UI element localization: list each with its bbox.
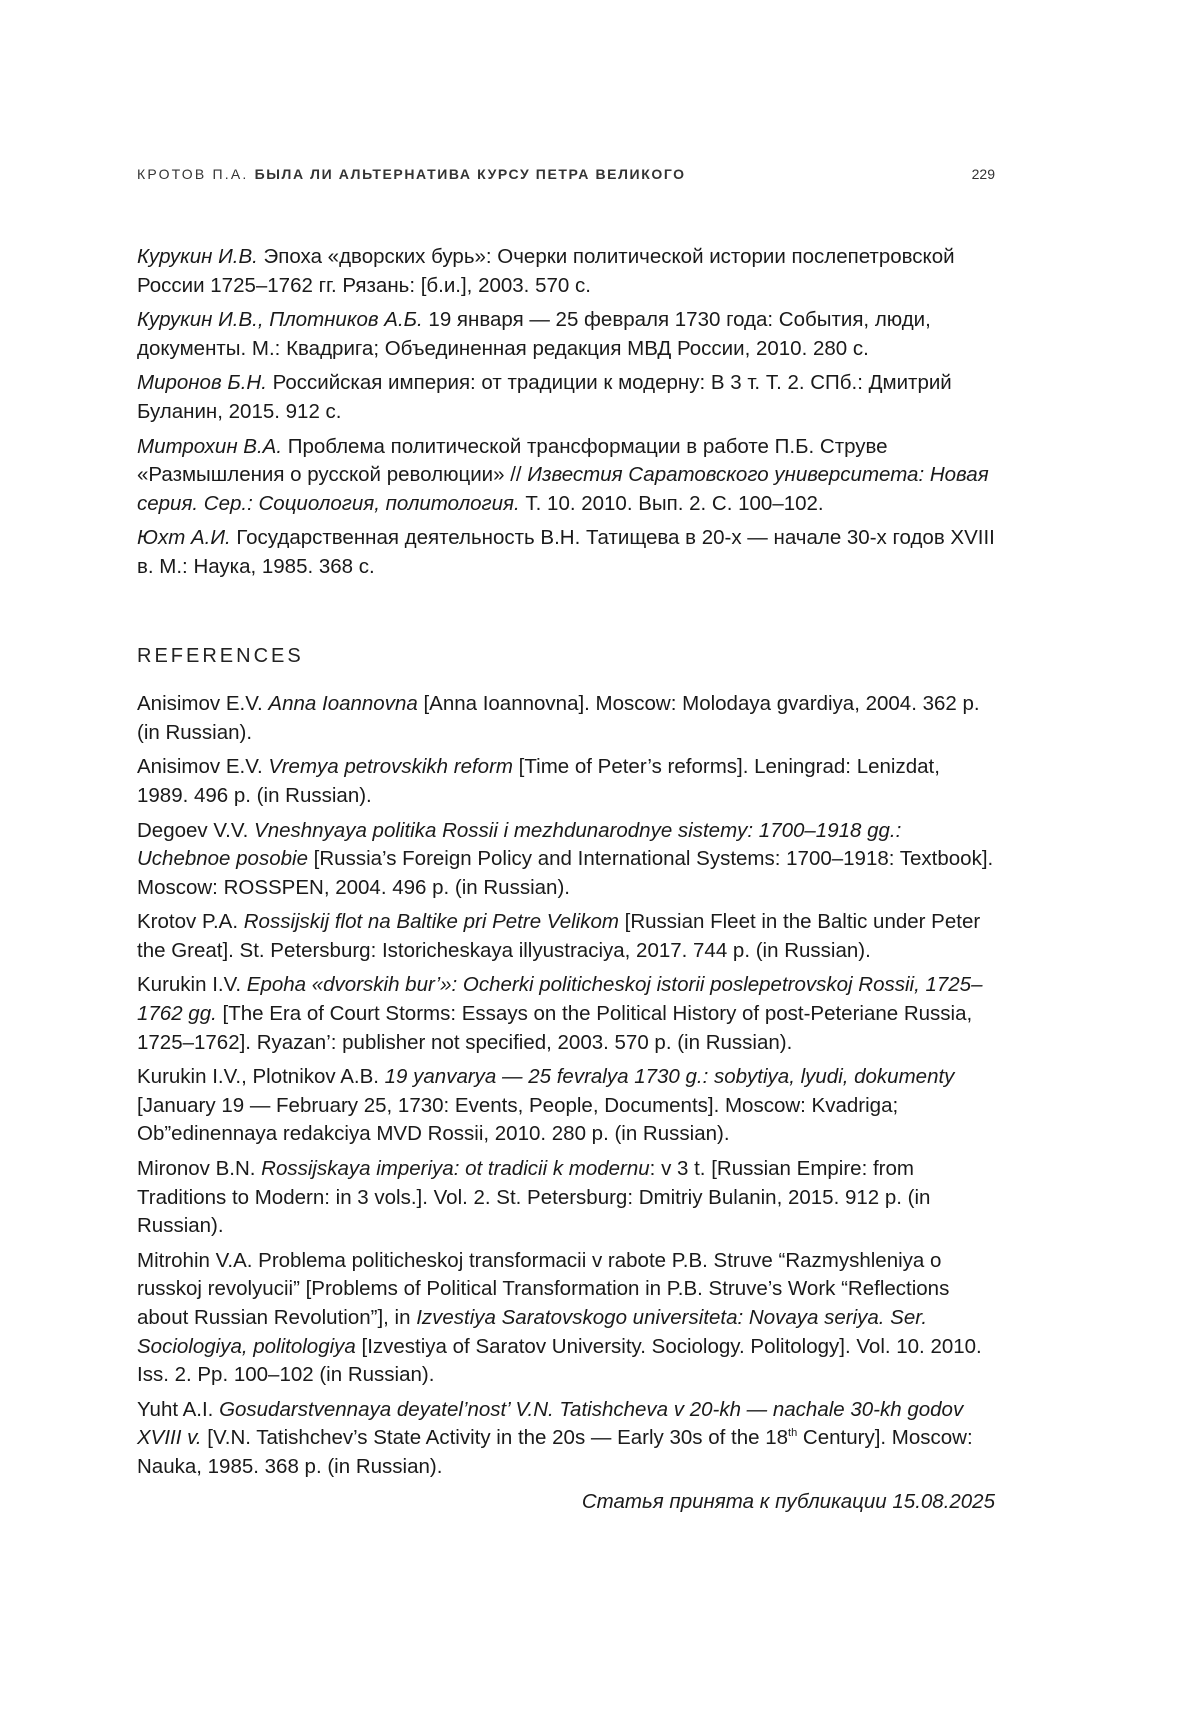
header-author-title [137, 166, 686, 182]
reference-entry [137, 1396, 995, 1482]
ref-superscript: th [788, 1428, 797, 1440]
header-title: БЫЛА ЛИ АЛЬТЕРНАТИВА КУРСУ ПЕТРА ВЕЛИКОГО [255, 166, 686, 182]
ref-title: Rossijskij flot na Baltike pri Petre Velikom [244, 910, 619, 933]
ref-pre: Kurukin I.V. [137, 973, 247, 996]
ref-title: Vremya petrovskikh reform [268, 755, 513, 778]
reference-entry [137, 1247, 995, 1390]
reference-entry [137, 971, 995, 1057]
ref-pre: Mironov B.N. [137, 1157, 261, 1180]
entry-author: Миронов Б.Н. [137, 371, 267, 394]
page-number: 229 [972, 166, 995, 182]
entry-author: Курукин И.В. [137, 245, 258, 268]
bibliography-content [137, 243, 995, 1522]
ref-post: [Time of Peter’s reforms]. Leningrad: Lenizdat, 1989. 496 p. (in Russian). [137, 755, 940, 807]
references-heading: REFERENCES [137, 642, 995, 671]
reference-entry [137, 817, 995, 903]
ref-post: [Russia’s Foreign Policy and International Systems: 1700–1918: Textbook]. Moscow: ROSSPEN, 2004. 496 p. (in Russian). [137, 847, 993, 899]
entry-text: Эпоха «дворских бурь»: Очерки политической истории послепетровской России 1725–1762 гг. Рязань: [б.и.], 2003. 570 с. [137, 245, 955, 297]
ref-title: 19 yanvarya — 25 fevralya 1730 g.: sobytiya, lyudi, dokumenty [385, 1065, 955, 1088]
ref-title: Rossijskaya imperiya: ot tradicii k modernu [261, 1157, 650, 1180]
ref-pre: Mitrohin V.A. Problema politicheskoj transformacii v rabote P.B. Struve “Razmyshleniya o russkoj revolyucii” [Problems of Political Transformation in P.B. Struve’s Work “Reflections about Russian Revolution”], in [137, 1249, 949, 1329]
entry-text: Российская империя: от традиции к модерну: В 3 т. Т. 2. СПб.: Дмитрий Буланин, 2015. 912 с. [137, 371, 952, 423]
entry-author: Митрохин В.А. [137, 435, 282, 458]
bibliography-entry [137, 524, 995, 581]
reference-entry [137, 1063, 995, 1149]
ref-pre: Krotov P.A. [137, 910, 244, 933]
ref-post: [Russian Fleet in the Baltic under Peter the Great]. St. Petersburg: Istoricheskaya illyustraciya, 2017. 744 p. (in Russian). [137, 910, 980, 962]
ref-post: [January 19 — February 25, 1730: Events, People, Documents]. Moscow: Kvadriga; Ob”edinennaya redakciya MVD Rossii, 2010. 280 p. (in Russian). [137, 1094, 898, 1146]
reference-entry [137, 908, 995, 965]
entry-text: Проблема политической трансформации в работе П.Б. Струве «Размышления о русской революции» // [137, 435, 888, 487]
ref-pre: Anisimov E.V. [137, 755, 268, 778]
reference-entry [137, 753, 995, 810]
entry-author: Курукин И.В., Плотников А.Б. [137, 308, 423, 331]
reference-entry [137, 1155, 995, 1241]
entry-journal: Известия Саратовского университета: Новая серия. Сер.: Социология, политология. [137, 463, 989, 515]
ref-title: Anna Ioannovna [268, 692, 417, 715]
ref-pre: Kurukin I.V., Plotnikov A.B. [137, 1065, 385, 1088]
entry-text: Государственная деятельность В.Н. Татищева в 20-х — начале 30-х годов XVIII в. М.: Наука, 1985. 368 с. [137, 526, 995, 578]
reference-entry [137, 690, 995, 747]
header-author: КРОТОВ П.А. [137, 166, 249, 182]
running-header [137, 166, 995, 182]
ref-post-tail: Century]. Moscow: Nauka, 1985. 368 p. (in Russian). [137, 1426, 973, 1478]
bibliography-entry [137, 306, 995, 363]
ref-pre: Anisimov E.V. [137, 692, 268, 715]
bibliography-entry [137, 433, 995, 519]
ref-title: Vneshnyaya politika Rossii i mezhdunarodnye sistemy: 1700–1918 gg.: Uchebnoe posobie [137, 819, 901, 871]
ref-post: : v 3 t. [Russian Empire: from Traditions to Modern: in 3 vols.]. Vol. 2. St. Petersburg: Dmitriy Bulanin, 2015. 912 p. (in Russian). [137, 1157, 930, 1237]
ref-pre: Degoev V.V. [137, 819, 254, 842]
ref-post: [V.N. Tatishchev’s State Activity in the 20s — Early 30s of the 18 [202, 1426, 788, 1449]
journal-page [0, 0, 1200, 1714]
ref-post: [Izvestiya of Saratov University. Sociology. Politology]. Vol. 10. 2010. Iss. 2. Pp. 100–102 (in Russian). [137, 1335, 982, 1387]
ref-post: [The Era of Court Storms: Essays on the Political History of post-Peteriane Russia, 1725–1762]. Ryazan’: publisher not specified, 2003. 570 p. (in Russian). [137, 1002, 972, 1054]
ref-post: [Anna Ioannovna]. Moscow: Molodaya gvardiya, 2004. 362 p. (in Russian). [137, 692, 980, 744]
entry-author: Юхт А.И. [137, 526, 231, 549]
bibliography-entry [137, 369, 995, 426]
ref-title: Epoha «dvorskih bur’»: Ocherki politicheskoj istorii poslepetrovskoj Rossii, 1725–1762 gg. [137, 973, 983, 1025]
ref-pre: Yuht A.I. [137, 1398, 219, 1421]
bibliography-entry [137, 243, 995, 300]
ref-title: Gosudarstvennaya deyatel’nost’ V.N. Tatishcheva v 20-kh — nachale 30-kh godov XVIII v. [137, 1398, 963, 1450]
ref-title: Izvestiya Saratovskogo universiteta: Novaya seriya. Ser. Sociologiya, politologiya [137, 1306, 927, 1358]
entry-text: 19 января — 25 февраля 1730 года: События, люди, документы. М.: Квадрига; Объединенная редакция МВД России, 2010. 280 с. [137, 308, 931, 360]
acceptance-note: Статья принята к публикации 15.08.2025 [137, 1488, 995, 1517]
entry-tail: Т. 10. 2010. Вып. 2. С. 100–102. [520, 492, 824, 515]
